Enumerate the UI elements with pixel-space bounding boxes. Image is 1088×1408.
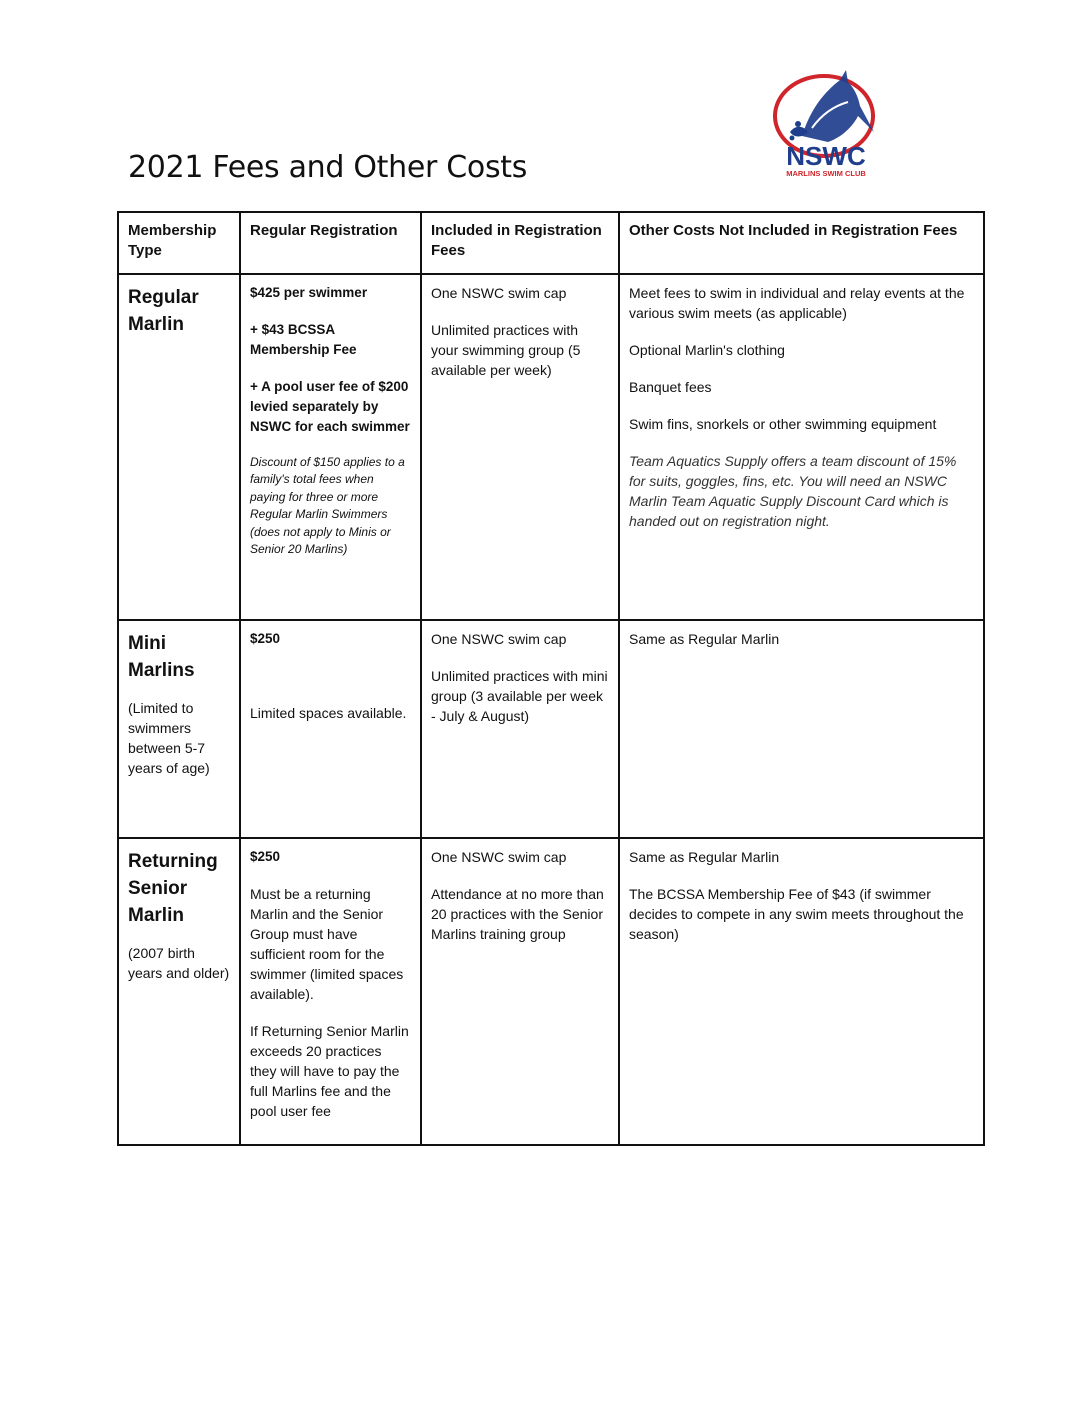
other-cost-item: The BCSSA Membership Fee of $43 (if swimmer decides to compete in any swim meets throughout the season): [629, 886, 964, 942]
other-cost-item: Swim fins, snorkels or other swimming equipment: [629, 416, 937, 432]
included-item: Attendance at no more than 20 practices with the Senior Marlins training group: [431, 886, 604, 942]
table-header-row: [118, 212, 984, 274]
membership-type-name: Regular Marlin: [128, 287, 199, 335]
included-item: One NSWC swim cap: [431, 631, 567, 647]
registration-fee: $425 per swimmer: [250, 285, 368, 300]
registration-fee: $250: [250, 631, 281, 646]
family-discount-note: Discount of $150 applies to a family's total fees when paying for three or more Regular Marlin Swimmers (does not apply to Minis or Senior 20 Marlins): [250, 455, 405, 557]
page-title: 2021 Fees and Other Costs: [128, 150, 528, 185]
svg-text:MARLINS SWIM CLUB: MARLINS SWIM CLUB: [786, 169, 866, 178]
registration-cell: [240, 274, 421, 620]
other-costs-cell: [619, 838, 984, 1145]
membership-type-note: (2007 birth years and older): [128, 945, 230, 981]
membership-type-name: Mini Marlins: [128, 633, 195, 681]
included-cell: [421, 838, 619, 1145]
team-aquatics-note: Team Aquatics Supply offers a team discount of 15% for suits, goggles, fins, etc. You will need an NSWC Marlin Team Aquatic Supply Discount Card which is handed out on registration night.: [629, 453, 957, 529]
table-row-regular-marlin: [118, 274, 984, 620]
other-costs-cell: [619, 620, 984, 838]
included-cell: [421, 274, 619, 620]
included-item: One NSWC swim cap: [431, 849, 567, 865]
other-cost-item: Meet fees to swim in individual and relay events at the various swim meets (as applicable): [629, 285, 965, 321]
fees-table: [117, 211, 985, 1146]
included-cell: [421, 620, 619, 838]
registration-cell: [240, 620, 421, 838]
registration-fee: $250: [250, 849, 281, 864]
table-row-mini-marlins: [118, 620, 984, 838]
table-row-returning-senior-marlin: [118, 838, 984, 1145]
header-regular-registration: Regular Registration: [240, 212, 421, 274]
included-item: One NSWC swim cap: [431, 285, 567, 301]
membership-type-cell: [118, 838, 240, 1145]
other-cost-item: Optional Marlin's clothing: [629, 342, 785, 358]
included-item: Unlimited practices with your swimming group (5 available per week): [431, 322, 581, 378]
registration-note: Limited spaces available.: [250, 705, 407, 721]
other-cost-item: Same as Regular Marlin: [629, 631, 780, 647]
pool-user-fee: + A pool user fee of $200 levied separately by NSWC for each swimmer: [250, 379, 410, 434]
membership-type-cell: [118, 620, 240, 838]
nswc-logo: [762, 66, 890, 184]
other-costs-cell: [619, 274, 984, 620]
registration-note: If Returning Senior Marlin exceeds 20 practices they will have to pay the full Marlins fee and the pool user fee: [250, 1023, 409, 1119]
other-cost-item: Banquet fees: [629, 379, 712, 395]
header-included: Included in Registration Fees: [421, 212, 619, 274]
included-item: Unlimited practices with mini group (3 available per week - July & August): [431, 668, 608, 724]
registration-requirement: Must be a returning Marlin and the Senior Group must have sufficient room for the swimmer (limited spaces available).: [250, 886, 404, 1002]
membership-type-cell: [118, 274, 240, 620]
header-membership-type: Membership Type: [118, 212, 240, 274]
other-cost-item: Same as Regular Marlin: [629, 849, 780, 865]
bcssa-fee: + $43 BCSSA Membership Fee: [250, 322, 357, 357]
membership-type-note: (Limited to swimmers between 5-7 years of age): [128, 700, 210, 776]
membership-type-name: Returning Senior Marlin: [128, 851, 218, 926]
header-other-costs: Other Costs Not Included in Registration Fees: [619, 212, 984, 274]
registration-cell: [240, 838, 421, 1145]
svg-text:NSWC: NSWC: [786, 141, 866, 171]
